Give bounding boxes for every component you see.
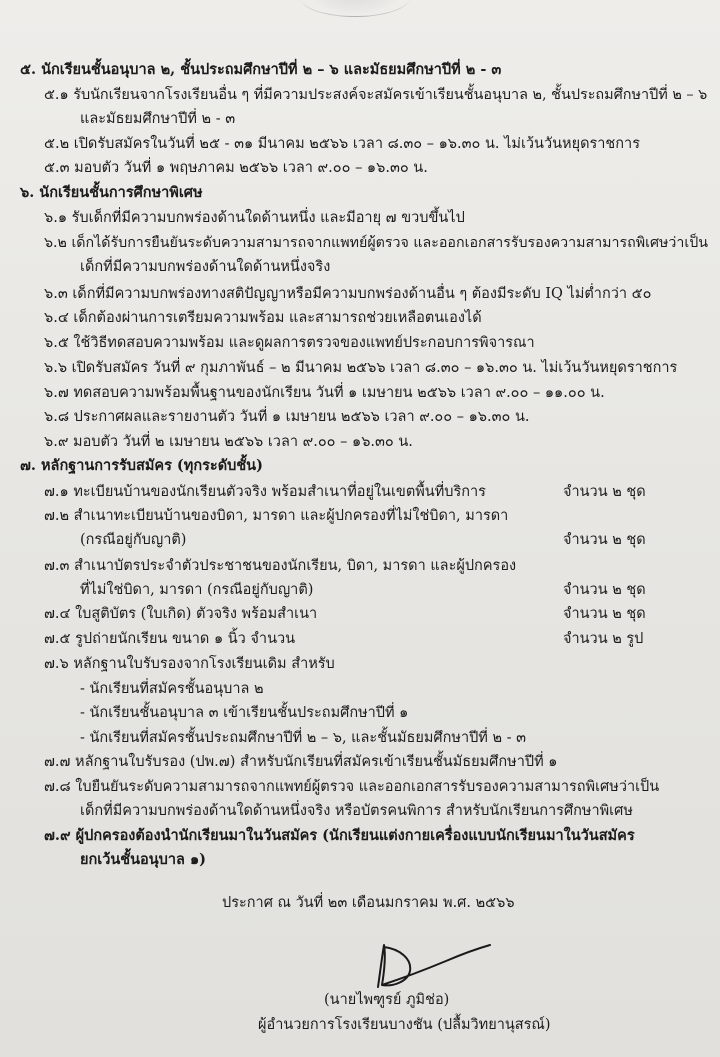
item-5-2: ๕.๒ เปิดรับสมัครในวันที่ ๒๕ - ๓๑ มีนาคม ๒๕๖๖ เวลา ๘.๓๐ – ๑๖.๓๐ น. ไม่เว้นวันหยุดราชการ (44, 136, 640, 152)
item-6-2-line2: เด็กที่มีความบกพร่องด้านใดด้านหนึ่งจริง (80, 259, 331, 275)
item-7-2-line2: (กรณีอยู่กับญาติ) (80, 532, 187, 548)
item-6-7: ๖.๗ ทดสอบความพร้อมพื้นฐานของนักเรียน วันที่ ๑ เมษายน ๒๕๖๖ เวลา ๙.๐๐ – ๑๑.๐๐ น. (44, 385, 605, 401)
item-7-8-line1: ๗.๘ ใบยืนยันระดับความสามารถจากแพทย์ผู้ตรวจ และออกเอกสารรับรองความสามารถพิเศษว่าเป็น (44, 779, 660, 795)
item-7-3-line1: ๗.๓ สำเนาบัตรประจำตัวประชาชนของนักเรียน, บิดา, มารดา และผู้ปกครอง (44, 558, 517, 574)
item-7-8-line2: เด็กที่มีความบกพร่องด้านใดด้านหนึ่งจริง หรือบัตรคนพิการ สำหรับนักเรียนการศึกษาพิเศษ (80, 803, 633, 819)
item-7-4-quantity: จำนวน ๒ ชุด (563, 606, 646, 622)
item-7-1: ๗.๑ ทะเบียนบ้านของนักเรียนตัวจริง พร้อมสำเนาที่อยู่ในเขตพื้นที่บริการ (44, 484, 486, 500)
item-7-2-line1: ๗.๒ สำเนาทะเบียนบ้านของบิดา, มารดา และผู้ปกครองที่ไม่ใช่บิดา, มารดา (44, 508, 509, 524)
item-6-8: ๖.๘ ประกาศผลและรายงานตัว วันที่ ๑ เมษายน ๒๕๖๖ เวลา ๙.๐๐ – ๑๖.๓๐ น. (44, 409, 530, 425)
item-6-3: ๖.๓ เด็กที่มีความบกพร่องทางสติปัญญาหรือมีความบกพร่องด้านอื่น ๆ ต้องมีระดับ IQ ไม่ต่ำกว่า ๕๐ (44, 286, 652, 302)
item-7-6-sub1: - นักเรียนที่สมัครชั้นอนุบาล ๒ (80, 681, 264, 697)
item-7-5: ๗.๕ รูปถ่ายนักเรียน ขนาด ๑ นิ้ว จำนวน (44, 631, 296, 647)
item-7-2-quantity: จำนวน ๒ ชุด (563, 532, 646, 548)
item-6-1: ๖.๑ รับเด็กที่มีความบกพร่องด้านใดด้านหนึ่ง และมีอายุ ๗ ขวบขึ้นไป (44, 210, 465, 226)
item-5-1-line1: ๕.๑ รับนักเรียนจากโรงเรียนอื่น ๆ ที่มีความประสงค์จะสมัครเข้าเรียนชั้นอนุบาล ๒, ชั้นประถมศึกษาปีที่ ๒ – ๖ (44, 87, 708, 103)
item-7-9-line2: ยกเว้นชั้นอนุบาล ๑) (80, 851, 207, 868)
signer-name: (นายไพฑูรย์ ภูมิช่อ) (324, 992, 450, 1008)
item-5-1-line2: และมัธยมศึกษาปีที่ ๒ - ๓ (80, 111, 236, 127)
item-7-6: ๗.๖ หลักฐานใบรับรองจากโรงเรียนเดิม สำหรับ (44, 656, 335, 672)
section-7-heading: ๗. หลักฐานการรับสมัคร (ทุกระดับชั้น) (20, 457, 263, 474)
section-5-heading: ๕. นักเรียนชั้นอนุบาล ๒, ชั้นประถมศึกษาปีที่ ๒ – ๖ และมัธยมศึกษาปีที่ ๒ - ๓ (20, 61, 502, 78)
item-6-6: ๖.๖ เปิดรับสมัคร วันที่ ๙ กุมภาพันธ์ – ๒ มีนาคม ๒๕๖๖ เวลา ๘.๓๐ – ๑๖.๓๐ น. ไม่เว้นวันหยุดราชการ (44, 360, 678, 376)
item-6-5: ๖.๕ ใช้วิธีทดสอบความพร้อม และดูผลการตรวจของแพทย์ประกอบการพิจารณา (44, 335, 535, 351)
announcement-date: ประกาศ ณ วันที่ ๒๓ เดือนมกราคม พ.ศ. ๒๕๖๖ (222, 895, 515, 911)
item-7-6-sub3: - นักเรียนที่สมัครชั้นประถมศึกษาปีที่ ๒ – ๖, และชั้นมัธยมศึกษาปีที่ ๒ - ๓ (80, 730, 527, 746)
item-6-9: ๖.๙ มอบตัว วันที่ ๒ เมษายน ๒๕๖๖ เวลา ๙.๐๐ – ๑๖.๓๐ น. (44, 434, 413, 450)
item-7-9-line1: ๗.๙ ผู้ปกครองต้องนำนักเรียนมาในวันสมัคร (นักเรียนแต่งกายเครื่องแบบนักเรียนมาในวันสมัคร (44, 827, 635, 844)
item-7-3-line2: ที่ไม่ใช่บิดา, มารดา (กรณีอยู่กับญาติ) (80, 582, 314, 598)
item-6-2-line1: ๖.๒ เด็กได้รับการยืนยันระดับความสามารถจากแพทย์ผู้ตรวจ และออกเอกสารรับรองความสามารถพิเศษว่าเป็น (44, 235, 708, 251)
item-5-3: ๕.๓ มอบตัว วันที่ ๑ พฤษภาคม ๒๕๖๖ เวลา ๙.๐๐ – ๑๖.๓๐ น. (44, 160, 428, 176)
item-7-5-quantity: จำนวน ๒ รูป (563, 631, 644, 647)
item-7-4: ๗.๔ ใบสูติบัตร (ใบเกิด) ตัวจริง พร้อมสำเนา (44, 606, 318, 622)
item-7-3-quantity: จำนวน ๒ ชุด (563, 582, 646, 598)
item-7-6-sub2: - นักเรียนชั้นอนุบาล ๓ เข้าเรียนชั้นประถมศึกษาปีที่ ๑ (80, 705, 409, 721)
signature (360, 935, 500, 995)
section-6-heading: ๖. นักเรียนชั้นการศึกษาพิเศษ (20, 184, 203, 201)
signer-title: ผู้อำนวยการโรงเรียนบางชัน (ปลื้มวิทยานุสรณ์) (258, 1017, 551, 1033)
emblem-fragment (300, 0, 410, 17)
item-6-4: ๖.๔ เด็กต้องผ่านการเตรียมความพร้อม และสามารถช่วยเหลือตนเองได้ (44, 310, 482, 326)
item-7-1-quantity: จำนวน ๒ ชุด (563, 484, 646, 500)
item-7-7: ๗.๗ หลักฐานใบรับรอง (ปพ.๗) สำหรับนักเรียนที่สมัครเข้าเรียนชั้นมัธยมศึกษาปีที่ ๑ (44, 754, 558, 770)
